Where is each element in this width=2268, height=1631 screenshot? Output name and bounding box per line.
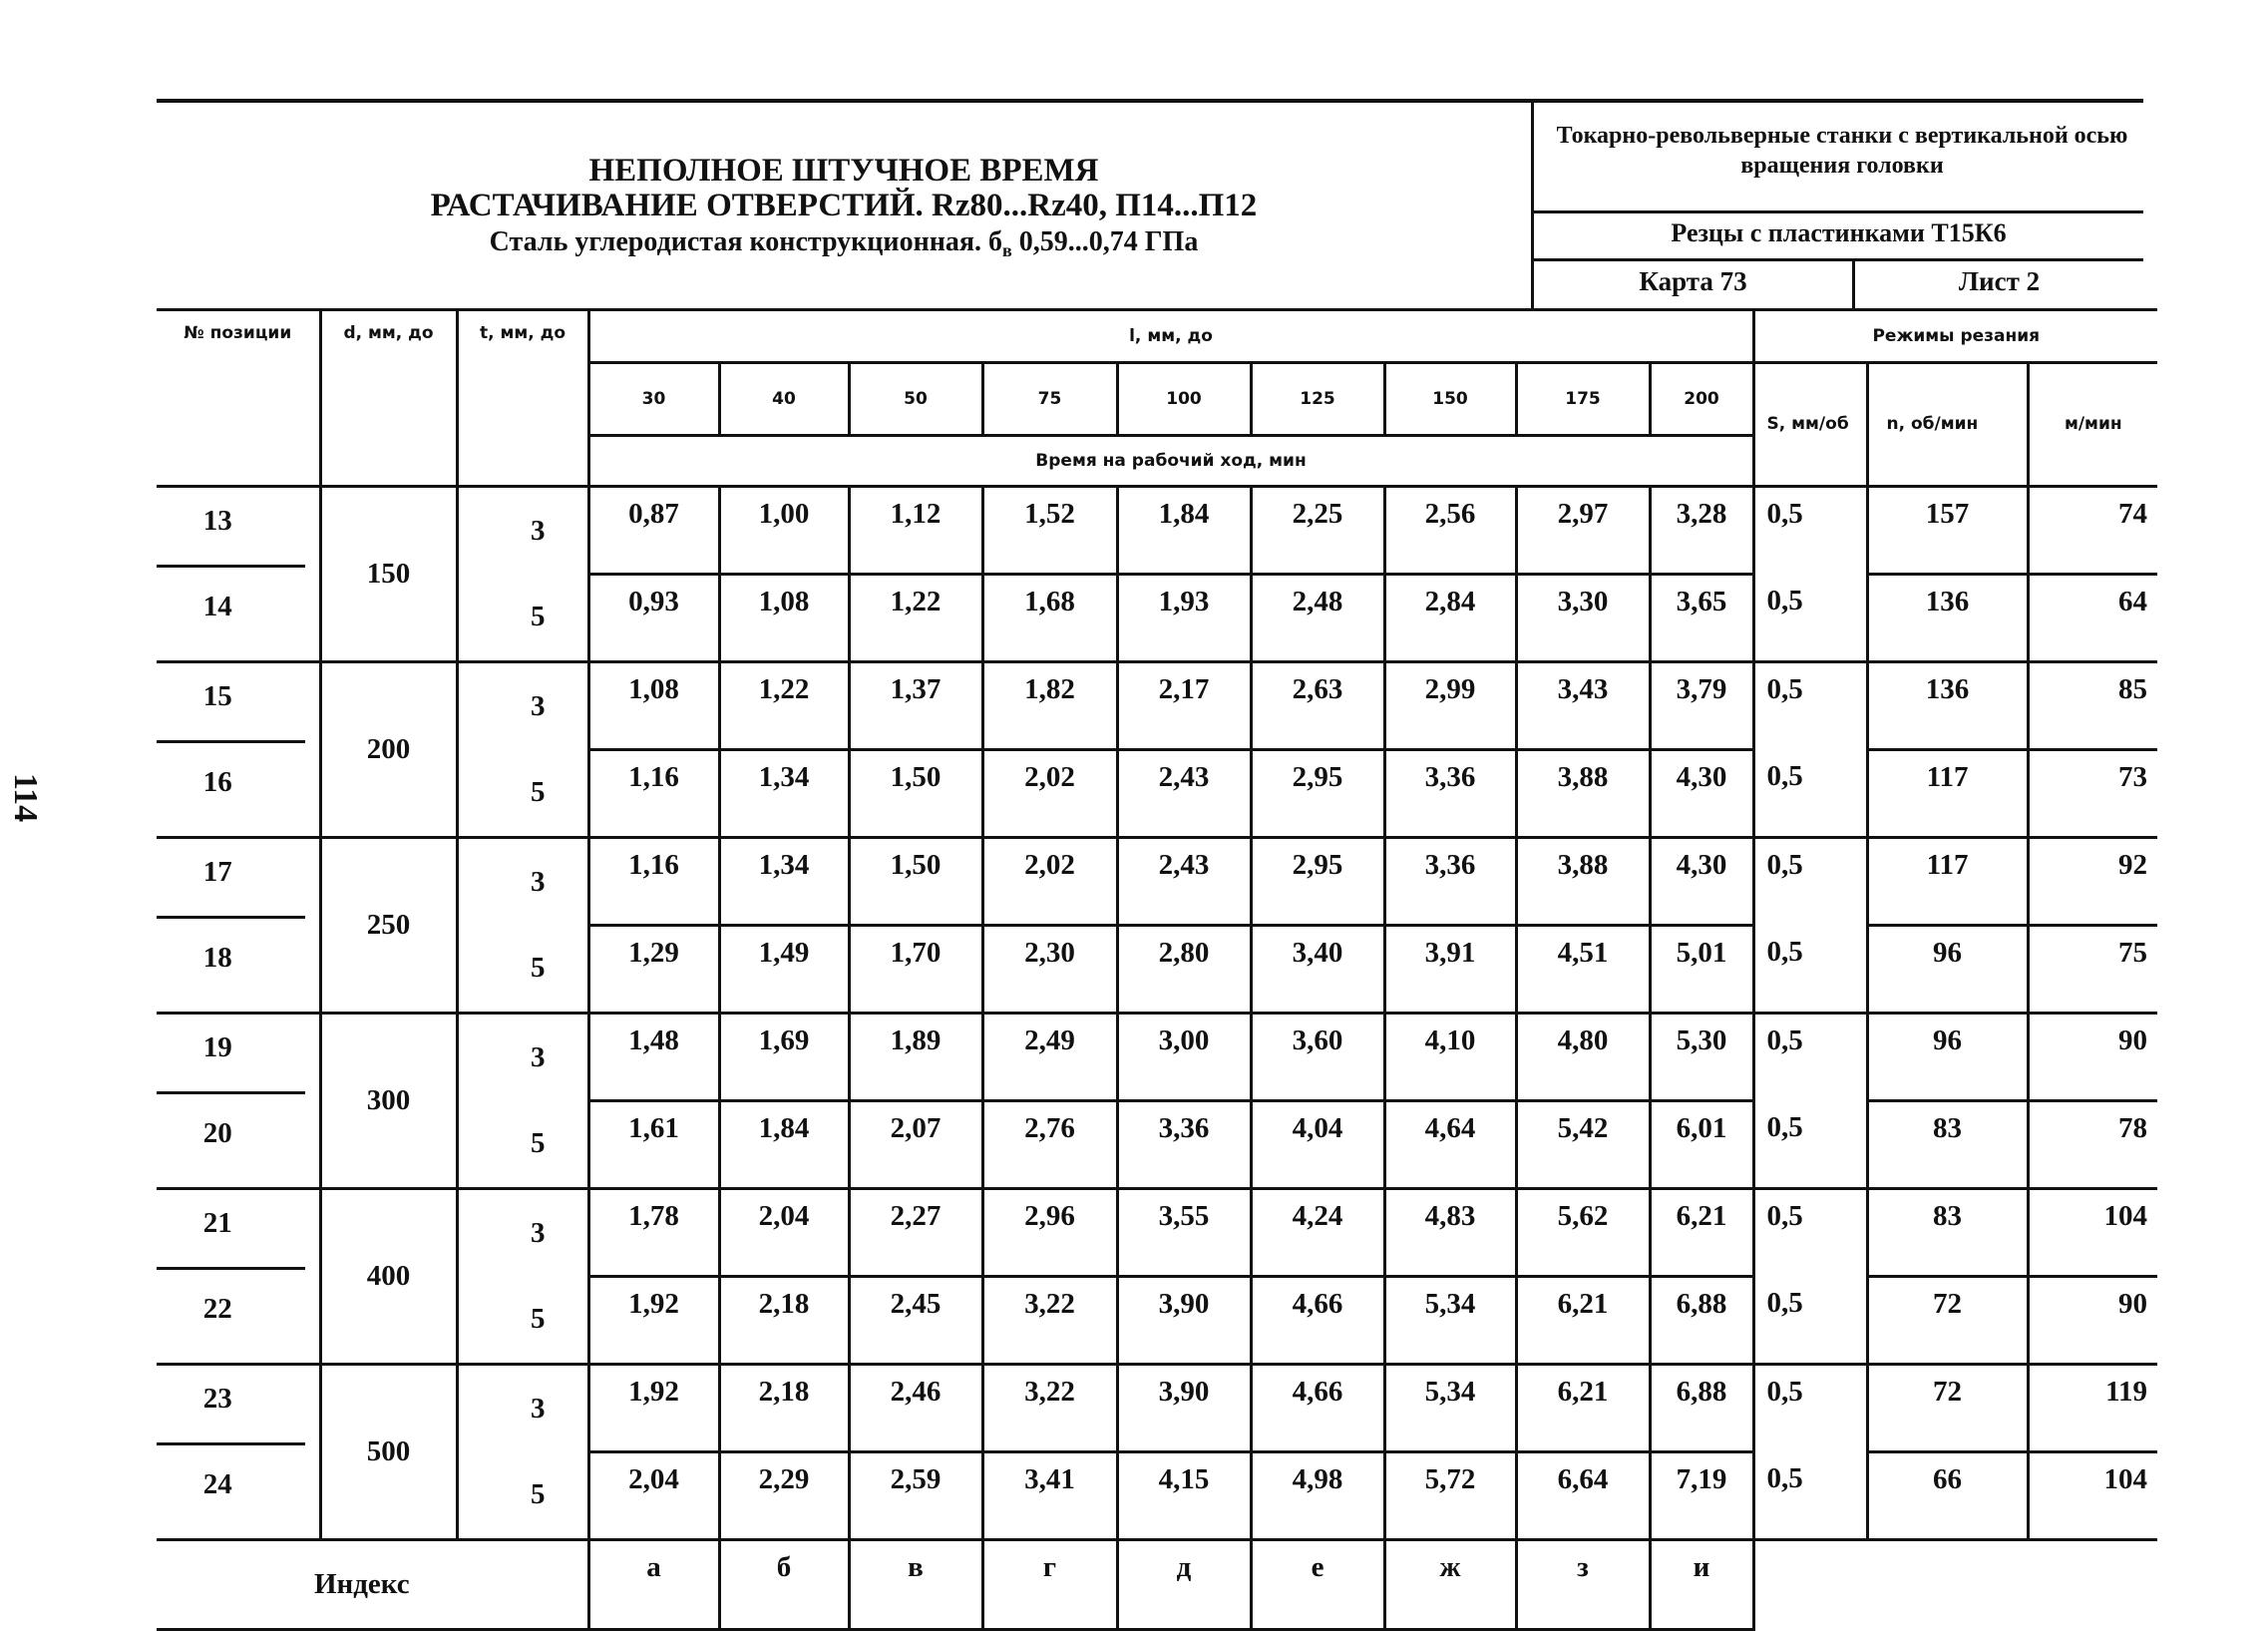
diameter-cell: 400 xyxy=(320,1189,457,1365)
time-cell: 3,79 xyxy=(1650,662,1753,750)
time-cell: 2,48 xyxy=(1251,575,1384,662)
time-cell: 1,84 xyxy=(719,1101,849,1189)
position-separator xyxy=(157,740,305,743)
index-letter: в xyxy=(849,1540,982,1630)
speed-rpm-cell: 72 xyxy=(1867,1365,2028,1452)
time-cell: 1,49 xyxy=(719,926,849,1014)
position-wrapper xyxy=(157,1021,319,1094)
material-text: Сталь углеродистая конструкционная. б xyxy=(489,226,1002,257)
time-cell: 1,00 xyxy=(719,487,849,575)
table-row xyxy=(157,750,2157,838)
header-rule-1 xyxy=(1534,210,2143,213)
position-separator xyxy=(157,1267,305,1270)
table-row xyxy=(157,575,2157,662)
position-cell xyxy=(157,487,320,575)
time-cell: 1,37 xyxy=(849,662,982,750)
time-cell: 4,66 xyxy=(1251,1277,1384,1365)
position-wrapper xyxy=(157,1283,319,1356)
time-cell: 1,69 xyxy=(719,1014,849,1101)
col-header-modes: Режимы резания xyxy=(1753,310,2157,363)
l-value-100: 100 xyxy=(1117,363,1251,436)
time-cell: 2,97 xyxy=(1516,487,1650,575)
header-row-1 xyxy=(157,310,2157,363)
time-cell: 2,27 xyxy=(849,1189,982,1277)
speed-mmin-cell: 64 xyxy=(2118,586,2148,617)
time-cell: 1,92 xyxy=(588,1365,719,1452)
speed-mmin-cell: 75 xyxy=(2118,937,2148,969)
position-number: 22 xyxy=(202,1293,232,1326)
time-cell: 1,50 xyxy=(849,838,982,926)
table-row xyxy=(157,1277,2157,1365)
feed-cell: 0,5 xyxy=(1753,1189,1867,1277)
position-number: 23 xyxy=(202,1382,232,1415)
l-value-125: 125 xyxy=(1251,363,1384,436)
table-row xyxy=(157,487,2157,575)
speed-mmin-cell: 73 xyxy=(2118,761,2148,793)
position-wrapper xyxy=(157,1458,319,1531)
speed-rpm-cell: 157 xyxy=(1867,487,2028,575)
time-cell: 2,18 xyxy=(719,1365,849,1452)
table-row xyxy=(157,1101,2157,1189)
index-letter: з xyxy=(1516,1540,1650,1630)
time-cell: 2,59 xyxy=(849,1452,982,1540)
title-line-3 xyxy=(157,228,1531,259)
position-number: 20 xyxy=(202,1117,232,1150)
header-block xyxy=(157,99,2143,308)
col-header-v: м/мин xyxy=(2064,414,2122,434)
col-header-s: S, мм/об xyxy=(1753,363,1867,487)
depth-cell: 3 xyxy=(457,1189,588,1277)
depth-cell: 5 xyxy=(457,1277,588,1365)
time-cell: 3,30 xyxy=(1516,575,1650,662)
time-cell: 5,62 xyxy=(1516,1189,1650,1277)
time-cell: 2,29 xyxy=(719,1452,849,1540)
time-cell: 4,24 xyxy=(1251,1189,1384,1277)
l-value-40: 40 xyxy=(719,363,849,436)
l-value-175: 175 xyxy=(1516,363,1650,436)
feed-cell: 0,5 xyxy=(1753,1365,1867,1452)
time-cell: 3,88 xyxy=(1516,750,1650,838)
time-cell: 3,41 xyxy=(982,1452,1117,1540)
time-cell: 1,50 xyxy=(849,750,982,838)
time-cell: 3,22 xyxy=(982,1365,1117,1452)
index-letter: а xyxy=(588,1540,719,1630)
position-separator xyxy=(157,1091,305,1094)
position-cell xyxy=(157,1277,320,1365)
time-cell: 1,08 xyxy=(588,662,719,750)
index-letter: и xyxy=(1650,1540,1753,1630)
time-cell: 3,90 xyxy=(1117,1277,1251,1365)
time-cell: 2,30 xyxy=(982,926,1117,1014)
time-cell: 2,80 xyxy=(1117,926,1251,1014)
table-row xyxy=(157,1189,2157,1277)
position-wrapper xyxy=(157,846,319,919)
time-cell: 2,95 xyxy=(1251,750,1384,838)
time-cell: 3,40 xyxy=(1251,926,1384,1014)
card-number: Карта 73 xyxy=(1639,266,1747,296)
depth-cell: 3 xyxy=(457,1365,588,1452)
time-cell: 1,70 xyxy=(849,926,982,1014)
time-cell: 2,18 xyxy=(719,1277,849,1365)
page-number: 114 xyxy=(7,773,44,823)
index-letter: б xyxy=(719,1540,849,1630)
index-row-empty xyxy=(1753,1540,2157,1630)
position-wrapper xyxy=(157,756,319,829)
time-cell: 2,07 xyxy=(849,1101,982,1189)
feed-cell: 0,5 xyxy=(1753,662,1867,750)
title-block xyxy=(157,99,1531,308)
time-cell: 6,21 xyxy=(1516,1277,1650,1365)
feed-cell: 0,5 xyxy=(1753,838,1867,926)
position-number: 18 xyxy=(202,942,232,975)
speed-mmin-cell: 85 xyxy=(2028,662,2157,750)
time-cell: 4,83 xyxy=(1384,1189,1516,1277)
position-number: 19 xyxy=(202,1030,232,1063)
speed-mmin-cell: 92 xyxy=(2028,838,2157,926)
speed-mmin-cell: 104 xyxy=(2103,1463,2148,1495)
time-cell: 3,90 xyxy=(1117,1365,1251,1452)
machine-type: Токарно-револьверные станки с вертикальной осью вращения головки xyxy=(1556,123,2128,179)
time-cell: 4,04 xyxy=(1251,1101,1384,1189)
diameter-cell: 150 xyxy=(320,487,457,662)
speed-rpm-cell: 66 xyxy=(1867,1452,2028,1540)
strength-range: 0,59...0,74 ГПа xyxy=(1011,226,1199,257)
time-cell: 2,45 xyxy=(849,1277,982,1365)
position-wrapper xyxy=(157,581,319,653)
time-cell: 6,21 xyxy=(1650,1189,1753,1277)
time-cell: 2,95 xyxy=(1251,838,1384,926)
time-cell: 2,96 xyxy=(982,1189,1117,1277)
position-cell xyxy=(157,662,320,750)
time-cell: 3,65 xyxy=(1650,575,1753,662)
feed-cell: 0,5 xyxy=(1753,1452,1867,1540)
l-value-75: 75 xyxy=(982,363,1117,436)
position-cell xyxy=(157,1452,320,1540)
time-cell: 2,02 xyxy=(982,750,1117,838)
time-cell: 1,52 xyxy=(982,487,1117,575)
diameter-cell: 200 xyxy=(320,662,457,838)
feed-cell: 0,5 xyxy=(1753,750,1867,838)
feed-cell: 0,5 xyxy=(1753,1101,1867,1189)
speed-rpm-cell: 117 xyxy=(1867,838,2028,926)
time-cell: 2,43 xyxy=(1117,838,1251,926)
position-number: 16 xyxy=(202,766,232,799)
time-cell: 4,30 xyxy=(1650,750,1753,838)
time-cell: 1,29 xyxy=(588,926,719,1014)
time-cell: 1,16 xyxy=(588,838,719,926)
index-label: Индекс xyxy=(157,1540,588,1630)
time-cell: 6,88 xyxy=(1650,1277,1753,1365)
time-cell: 5,72 xyxy=(1384,1452,1516,1540)
time-cell: 5,42 xyxy=(1516,1101,1650,1189)
l-value-30: 30 xyxy=(588,363,719,436)
l-value-50: 50 xyxy=(849,363,982,436)
col-header-n: n, об/мин xyxy=(1867,363,2028,487)
time-cell: 3,36 xyxy=(1117,1101,1251,1189)
index-row xyxy=(157,1540,2157,1630)
speed-mmin-cell: 78 xyxy=(2118,1112,2148,1144)
time-cell: 1,34 xyxy=(719,838,849,926)
feed-cell: 0,5 xyxy=(1753,1014,1867,1101)
time-cell: 3,00 xyxy=(1117,1014,1251,1101)
time-cell: 1,08 xyxy=(719,575,849,662)
depth-cell: 5 xyxy=(457,926,588,1014)
time-cell: 6,64 xyxy=(1516,1452,1650,1540)
time-cell: 4,51 xyxy=(1516,926,1650,1014)
diameter-cell: 250 xyxy=(320,838,457,1014)
position-wrapper xyxy=(157,1373,319,1445)
depth-cell: 3 xyxy=(457,838,588,926)
position-number: 13 xyxy=(202,504,232,537)
position-number: 24 xyxy=(202,1468,232,1501)
time-cell: 5,34 xyxy=(1384,1365,1516,1452)
depth-cell: 3 xyxy=(457,487,588,575)
table-row xyxy=(157,926,2157,1014)
position-number: 14 xyxy=(202,591,232,623)
speed-mmin-cell: 90 xyxy=(2118,1288,2148,1320)
position-cell xyxy=(157,1014,320,1101)
tool-type: Резцы с пластинками Т15К6 xyxy=(1671,218,2007,247)
time-cell: 2,84 xyxy=(1384,575,1516,662)
position-number: 17 xyxy=(202,855,232,888)
time-cell: 3,55 xyxy=(1117,1189,1251,1277)
position-cell xyxy=(157,838,320,926)
time-cell: 4,10 xyxy=(1384,1014,1516,1101)
time-cell: 1,93 xyxy=(1117,575,1251,662)
time-cell: 3,43 xyxy=(1516,662,1650,750)
position-wrapper xyxy=(157,670,319,743)
time-cell: 4,64 xyxy=(1384,1101,1516,1189)
time-cell: 1,89 xyxy=(849,1014,982,1101)
time-cell: 2,43 xyxy=(1117,750,1251,838)
table-row xyxy=(157,1452,2157,1540)
depth-cell: 5 xyxy=(457,575,588,662)
col-header-d: d, мм, до xyxy=(320,310,457,487)
speed-rpm-cell: 96 xyxy=(1867,926,2028,1014)
speed-rpm-cell: 136 xyxy=(1867,575,2028,662)
depth-cell: 5 xyxy=(457,1452,588,1540)
l-value-200: 200 xyxy=(1650,363,1753,436)
speed-rpm-cell: 96 xyxy=(1867,1014,2028,1101)
diameter-cell: 300 xyxy=(320,1014,457,1189)
speed-rpm-cell: 83 xyxy=(1867,1101,2028,1189)
time-cell: 3,28 xyxy=(1650,487,1753,575)
feed-cell: 0,5 xyxy=(1753,1277,1867,1365)
time-cell: 1,92 xyxy=(588,1277,719,1365)
time-cell: 5,30 xyxy=(1650,1014,1753,1101)
time-cell: 6,01 xyxy=(1650,1101,1753,1189)
position-wrapper xyxy=(157,932,319,1005)
position-separator xyxy=(157,1442,305,1445)
depth-cell: 5 xyxy=(457,750,588,838)
index-letter: д xyxy=(1117,1540,1251,1630)
time-cell: 1,61 xyxy=(588,1101,719,1189)
col-header-l: l, мм, до xyxy=(588,310,1753,363)
col-header-t: t, мм, до xyxy=(457,310,588,487)
time-cell: 6,88 xyxy=(1650,1365,1753,1452)
title-line-1: НЕПОЛНОЕ ШТУЧНОЕ ВРЕМЯ xyxy=(588,153,1099,189)
header-rule-2 xyxy=(1534,258,2143,261)
index-letter: г xyxy=(982,1540,1117,1630)
time-cell: 1,22 xyxy=(719,662,849,750)
time-cell: 2,04 xyxy=(588,1452,719,1540)
table-row xyxy=(157,1365,2157,1452)
time-cell: 3,22 xyxy=(982,1277,1117,1365)
time-cell: 2,04 xyxy=(719,1189,849,1277)
time-cell: 1,84 xyxy=(1117,487,1251,575)
position-separator xyxy=(157,916,305,919)
time-cell: 2,56 xyxy=(1384,487,1516,575)
position-number: 15 xyxy=(202,679,232,712)
sheet-number: Лист 2 xyxy=(1958,266,2041,296)
time-cell: 1,34 xyxy=(719,750,849,838)
index-letter: ж xyxy=(1384,1540,1516,1630)
table-row xyxy=(157,1014,2157,1101)
feed-cell: 0,5 xyxy=(1753,575,1867,662)
time-cell: 1,22 xyxy=(849,575,982,662)
position-cell xyxy=(157,1365,320,1452)
speed-mmin-cell: 74 xyxy=(2028,487,2157,575)
time-cell: 2,17 xyxy=(1117,662,1251,750)
depth-cell: 5 xyxy=(457,1101,588,1189)
speed-rpm-cell: 136 xyxy=(1867,662,2028,750)
time-cell: 2,76 xyxy=(982,1101,1117,1189)
time-cell: 1,12 xyxy=(849,487,982,575)
time-cell: 2,25 xyxy=(1251,487,1384,575)
time-cell: 3,88 xyxy=(1516,838,1650,926)
speed-mmin-cell: 119 xyxy=(2028,1365,2157,1452)
table-row xyxy=(157,838,2157,926)
speed-rpm-cell: 83 xyxy=(1867,1189,2028,1277)
time-cell: 2,02 xyxy=(982,838,1117,926)
col-header-position: № позиции xyxy=(157,310,320,487)
strength-subscript: в xyxy=(1001,240,1012,260)
title-line-2: РАСТАЧИВАНИЕ ОТВЕРСТИЙ. Rz80...Rz40, П14...П12 xyxy=(430,188,1258,223)
time-cell: 2,99 xyxy=(1384,662,1516,750)
position-separator xyxy=(157,565,305,568)
time-cell: 4,30 xyxy=(1650,838,1753,926)
time-cell: 2,63 xyxy=(1251,662,1384,750)
time-cell: 3,36 xyxy=(1384,838,1516,926)
position-number: 21 xyxy=(202,1206,232,1239)
speed-mmin-cell: 90 xyxy=(2028,1014,2157,1101)
time-cell: 2,49 xyxy=(982,1014,1117,1101)
speed-mmin-cell: 104 xyxy=(2028,1189,2157,1277)
position-cell xyxy=(157,1101,320,1189)
time-cell: 1,68 xyxy=(982,575,1117,662)
time-label: Время на рабочий ход, мин xyxy=(588,436,1753,487)
time-cell: 1,16 xyxy=(588,750,719,838)
time-cell: 4,15 xyxy=(1117,1452,1251,1540)
time-cell: 0,87 xyxy=(588,487,719,575)
position-cell xyxy=(157,750,320,838)
time-cell: 5,34 xyxy=(1384,1277,1516,1365)
speed-rpm-cell: 117 xyxy=(1867,750,2028,838)
table-body xyxy=(157,487,2157,1540)
time-cell: 3,36 xyxy=(1384,750,1516,838)
time-cell: 4,66 xyxy=(1251,1365,1384,1452)
feed-cell: 0,5 xyxy=(1753,926,1867,1014)
position-wrapper xyxy=(157,1107,319,1180)
position-cell xyxy=(157,1189,320,1277)
position-cell xyxy=(157,926,320,1014)
time-cell: 1,82 xyxy=(982,662,1117,750)
depth-cell: 3 xyxy=(457,662,588,750)
time-cell: 1,78 xyxy=(588,1189,719,1277)
time-table xyxy=(157,308,2157,1631)
table-row xyxy=(157,662,2157,750)
depth-cell: 3 xyxy=(457,1014,588,1101)
speed-rpm-cell: 72 xyxy=(1867,1277,2028,1365)
index-letter: е xyxy=(1251,1540,1384,1630)
position-wrapper xyxy=(157,1197,319,1270)
time-cell: 7,19 xyxy=(1650,1452,1753,1540)
time-cell: 3,91 xyxy=(1384,926,1516,1014)
feed-cell: 0,5 xyxy=(1753,487,1867,575)
time-cell: 4,80 xyxy=(1516,1014,1650,1101)
time-cell: 2,46 xyxy=(849,1365,982,1452)
time-cell: 0,93 xyxy=(588,575,719,662)
position-cell xyxy=(157,575,320,662)
time-cell: 5,01 xyxy=(1650,926,1753,1014)
diameter-cell: 500 xyxy=(320,1365,457,1540)
time-cell: 3,60 xyxy=(1251,1014,1384,1101)
time-cell: 6,21 xyxy=(1516,1365,1650,1452)
position-wrapper xyxy=(157,495,319,568)
time-cell: 4,98 xyxy=(1251,1452,1384,1540)
l-value-150: 150 xyxy=(1384,363,1516,436)
time-cell: 1,48 xyxy=(588,1014,719,1101)
